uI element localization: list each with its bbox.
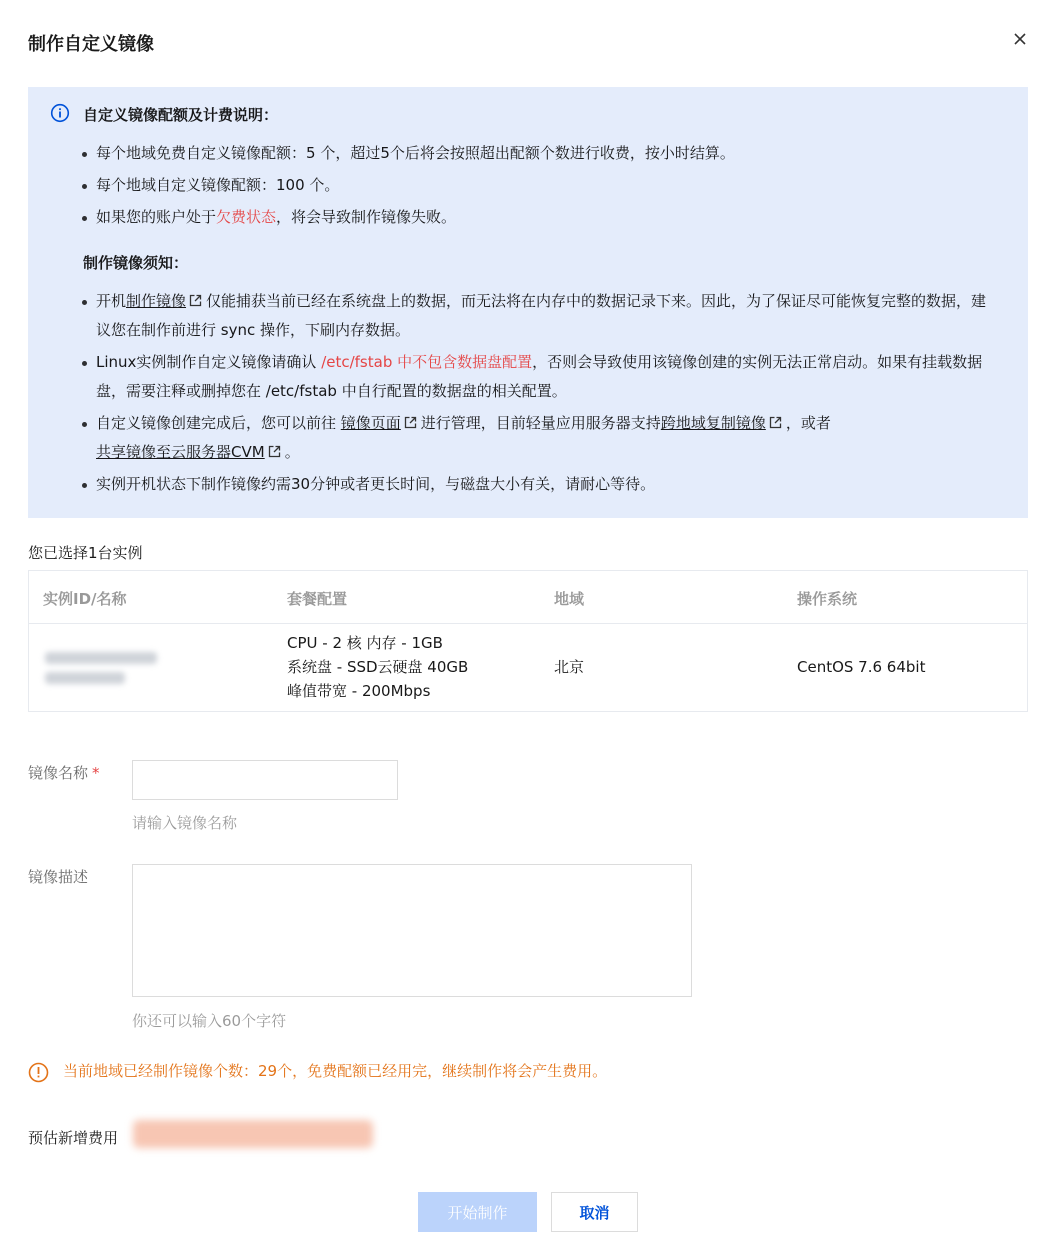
notice-panel (28, 87, 1028, 518)
image-description-textarea[interactable] (132, 864, 692, 997)
selected-instances-label: 您已选择1台实例 (28, 544, 143, 562)
start-making-button[interactable]: 开始制作 (418, 1192, 537, 1232)
arrears-prefix: 如果您的账户处于 (96, 208, 217, 226)
region-value: 北京 (554, 658, 585, 676)
image-page-link[interactable]: 镜像页面 (340, 414, 401, 432)
list-item (78, 287, 998, 345)
dialog-title: 制作自定义镜像 (28, 34, 154, 55)
list-item (78, 409, 998, 467)
note-text: 开机 (96, 292, 127, 310)
note-text: ，否则会导致使用该镜像创建的实例无法正常启动。如果有挂载数据盘，需要注释或删掉您在 /etc/fstab 中自行配置的数据盘的相关配置。 (96, 353, 983, 400)
fstab-warning: /etc/fstab 中不包含数据盘配置 (321, 353, 533, 371)
description-char-count: 你还可以输入60个字符 (132, 1012, 287, 1030)
estimated-fee-label: 预估新增费用 (28, 1129, 119, 1147)
quota-title: 自定义镜像配额及计费说明： (83, 106, 279, 124)
arrears-status: 欠费状态 (216, 208, 277, 226)
note-text: 进行管理，目前轻量应用服务器支持 (420, 414, 661, 432)
instance-id-redacted (43, 646, 163, 688)
column-header-plan: 套餐配置 (287, 590, 348, 608)
share-to-cvm-link[interactable]: 共享镜像至云服务器CVM (96, 443, 265, 461)
info-icon (50, 103, 70, 123)
note-text: ，或者 (785, 414, 831, 432)
image-name-label-text: 镜像名称 (28, 764, 89, 782)
notes-list (78, 287, 998, 499)
note-text: Linux实例制作自定义镜像请确认 (96, 353, 322, 371)
external-link-icon (189, 294, 202, 307)
os-value: CentOS 7.6 64bit (797, 658, 926, 676)
table-header (29, 571, 1027, 624)
plan-disk: 系统盘 - SSD云硬盘 40GB (287, 658, 469, 676)
estimated-fee-redacted (133, 1120, 373, 1148)
list-item (78, 348, 998, 406)
image-name-label (28, 762, 100, 783)
quota-list (78, 139, 998, 232)
image-name-input[interactable] (132, 760, 398, 800)
make-image-link[interactable]: 制作镜像 (126, 292, 187, 310)
external-link-icon (769, 416, 782, 429)
note-text: 自定义镜像创建完成后，您可以前往 (96, 414, 341, 432)
instance-table (28, 570, 1028, 712)
column-header-region: 地域 (554, 590, 585, 608)
external-link-icon (404, 416, 417, 429)
close-icon[interactable] (1008, 27, 1032, 51)
quota-warning-text: 当前地域已经制作镜像个数：29个，免费配额已经用完，继续制作将会产生费用。 (63, 1062, 608, 1080)
list-item: 每个地域免费自定义镜像配额：5 个，超过5个后将会按照超出配额个数进行收费，按小时结算。 (78, 139, 998, 168)
plan-bandwidth: 峰值带宽 - 200Mbps (287, 682, 431, 700)
warning-icon (28, 1062, 49, 1083)
list-item: 实例开机状态下制作镜像约需30分钟或者更长时间，与磁盘大小有关，请耐心等待。 (78, 470, 998, 499)
notes-title: 制作镜像须知： (83, 254, 189, 272)
external-link-icon (268, 445, 281, 458)
plan-cpu: CPU - 2 核 内存 - 1GB (287, 634, 443, 652)
note-text: 仅能捕获当前已经在系统盘上的数据，而无法将在内存中的数据记录下来。因此，为了保证尽可能恢复完整的数据，建议您在制作前进行 sync 操作，下刷内存数据。 (96, 292, 987, 339)
arrears-suffix: ，将会导致制作镜像失败。 (276, 208, 457, 226)
cross-region-copy-link[interactable]: 跨地域复制镜像 (660, 414, 766, 432)
column-header-id: 实例ID/名称 (43, 590, 127, 608)
image-description-label: 镜像描述 (28, 868, 89, 886)
list-item: 每个地域自定义镜像配额：100 个。 (78, 171, 998, 200)
close-button[interactable] (1008, 27, 1032, 51)
list-item (78, 203, 998, 232)
image-name-hint: 请输入镜像名称 (132, 814, 238, 832)
note-text: 。 (284, 443, 300, 461)
cancel-button[interactable]: 取消 (551, 1192, 638, 1232)
required-mark: * (92, 764, 100, 782)
column-header-os: 操作系统 (797, 590, 858, 608)
